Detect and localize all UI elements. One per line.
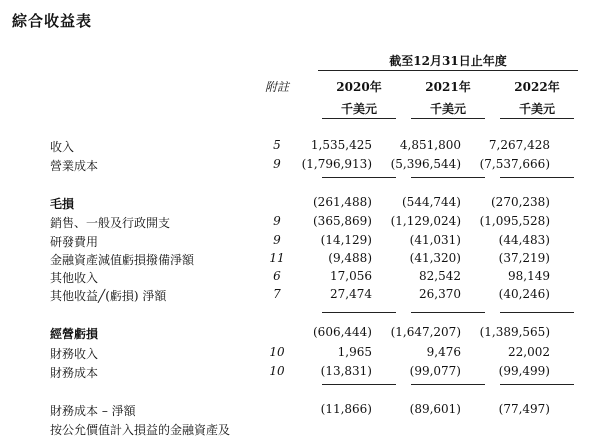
value-2020: 27,474 <box>330 287 372 301</box>
value-2021: (5,396,544) <box>390 157 461 171</box>
value-2020: (365,869) <box>313 214 372 228</box>
subtotal-line-2021 <box>411 312 485 313</box>
period-heading: 截至12月31日止年度 <box>389 54 507 68</box>
row-other-income <box>0 269 603 287</box>
value-2022: (40,246) <box>498 287 550 301</box>
row-other-gains-losses <box>0 287 603 305</box>
value-2021: (1,129,024) <box>390 214 461 228</box>
value-2020: 1,965 <box>337 345 372 359</box>
row-label: 毛損 <box>50 197 75 211</box>
row-revenue <box>0 138 603 156</box>
unit-2022-header: 千美元 <box>518 102 555 116</box>
value-2022: 22,002 <box>508 345 550 359</box>
row-label: 收入 <box>50 140 75 154</box>
value-2022: (1,389,565) <box>479 325 550 339</box>
row-selling-admin-expenses <box>0 214 603 232</box>
value-2022: (44,483) <box>498 233 550 247</box>
row-note: 10 <box>269 345 285 359</box>
statement-title: 綜合收益表 <box>12 12 93 30</box>
row-label: 研發費用 <box>50 235 99 249</box>
value-2020: 17,056 <box>330 269 372 283</box>
unit-2021-header: 千美元 <box>429 102 466 116</box>
row-label: 營業成本 <box>50 159 99 173</box>
value-2020: (9,488) <box>328 251 372 265</box>
value-2022: (1,095,528) <box>479 214 550 228</box>
row-finance-costs-net <box>0 402 603 420</box>
row-label: 按公允價值計入損益的金融資產及 <box>50 423 231 437</box>
subtotal-line-2021 <box>411 384 485 385</box>
subtotal-line-2021 <box>411 177 485 178</box>
value-2022: (77,497) <box>498 402 550 416</box>
row-label: 銷售、一般及行政開支 <box>50 216 171 230</box>
year-2021-header: 2021年 <box>425 80 471 94</box>
row-label: 財務成本 – 淨額 <box>50 404 136 418</box>
row-label: 經營虧損 <box>50 327 99 341</box>
row-note: 6 <box>273 269 281 283</box>
row-impairment-losses <box>0 251 603 269</box>
row-label: 財務成本 <box>50 366 99 380</box>
row-note: 5 <box>273 138 281 152</box>
unit-2020-header: 千美元 <box>340 102 377 116</box>
value-2020: (14,129) <box>320 233 372 247</box>
value-2022: (7,537,666) <box>479 157 550 171</box>
value-2021: 4,851,800 <box>399 138 461 152</box>
subtotal-line-2022 <box>500 177 574 178</box>
value-2022: (99,499) <box>498 364 550 378</box>
value-2022: 98,149 <box>508 269 550 283</box>
value-2020: (11,866) <box>320 402 372 416</box>
row-operating-loss <box>0 325 603 343</box>
row-note: 9 <box>273 233 281 247</box>
value-2021: (41,031) <box>409 233 461 247</box>
value-2020: (606,444) <box>313 325 372 339</box>
unit-2022-underline <box>500 118 574 119</box>
value-2021: (544,744) <box>402 195 461 209</box>
value-2021: (99,077) <box>409 364 461 378</box>
row-note: 11 <box>269 251 285 265</box>
year-2022-header: 2022年 <box>514 80 560 94</box>
value-2020: (261,488) <box>313 195 372 209</box>
row-label: 財務收入 <box>50 347 99 361</box>
value-2022: 7,267,428 <box>488 138 550 152</box>
unit-2020-underline <box>322 118 396 119</box>
unit-2021-underline <box>411 118 485 119</box>
value-2022: (270,238) <box>491 195 550 209</box>
value-2021: (41,320) <box>409 251 461 265</box>
value-2020: 1,535,425 <box>310 138 372 152</box>
value-2021: (1,647,207) <box>390 325 461 339</box>
row-finance-costs <box>0 364 603 382</box>
period-underline <box>318 70 578 71</box>
subtotal-line-2020 <box>322 312 396 313</box>
year-2020-header: 2020年 <box>336 80 382 94</box>
row-label: 其他收入 <box>50 271 99 285</box>
value-2020: (1,796,913) <box>301 157 372 171</box>
row-cost-of-sales <box>0 157 603 175</box>
subtotal-line-2020 <box>322 177 396 178</box>
row-research-expenses <box>0 233 603 251</box>
row-label: 金融資產減值虧損撥備淨額 <box>50 253 195 267</box>
value-2021: (89,601) <box>409 402 461 416</box>
row-fvtpl-assets <box>0 421 603 439</box>
row-finance-income <box>0 345 603 363</box>
row-note: 10 <box>269 364 285 378</box>
value-2021: 82,542 <box>419 269 461 283</box>
row-label: 其他收益╱(虧損) 淨額 <box>50 289 167 303</box>
value-2022: (37,219) <box>498 251 550 265</box>
subtotal-line-2020 <box>322 384 396 385</box>
subtotal-line-2022 <box>500 384 574 385</box>
row-note: 7 <box>273 287 281 301</box>
row-note: 9 <box>273 214 281 228</box>
value-2021: 9,476 <box>426 345 461 359</box>
value-2020: (13,831) <box>320 364 372 378</box>
row-gross-loss <box>0 195 603 213</box>
subtotal-line-2022 <box>500 312 574 313</box>
note-column-header: 附註 <box>264 80 289 94</box>
value-2021: 26,370 <box>419 287 461 301</box>
row-note: 9 <box>273 157 281 171</box>
